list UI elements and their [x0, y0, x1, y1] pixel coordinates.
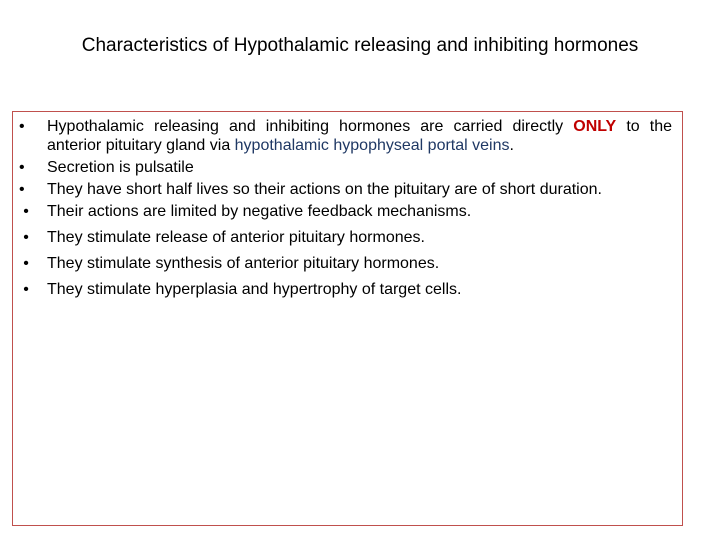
portal-veins-term: hypothalamic hypophyseal portal veins: [234, 137, 510, 154]
bullet-text: They stimulate synthesis of anterior pituitary hormones.: [47, 255, 440, 272]
bullet-text-end: .: [509, 137, 514, 154]
bullet-text: Secretion is pulsatile: [47, 159, 194, 176]
bullet-text-start: Hypothalamic releasing and inhibiting hormones are carried directly: [47, 118, 574, 135]
slide-title: Characteristics of Hypothalamic releasing and inhibiting hormones: [81, 35, 639, 56]
bullet-icon: •: [23, 281, 29, 298]
bullet-item-half-life: [13, 180, 682, 199]
bullet-text: Their actions are limited by negative feedback mechanisms.: [47, 203, 472, 220]
bullet-text: They stimulate release of anterior pituitary hormones.: [47, 229, 425, 246]
bullet-item-pulsatile: [13, 158, 682, 177]
bullet-icon: •: [23, 203, 29, 220]
bullet-icon: •: [23, 255, 29, 272]
bullet-item-negative-feedback: [13, 202, 682, 221]
bullet-text: They stimulate hyperplasia and hypertrophy of target cells.: [47, 281, 462, 298]
bullet-icon: •: [19, 118, 25, 135]
bullet-icon: •: [19, 159, 25, 176]
bullet-item-release: [13, 228, 682, 247]
emphasis-only: ONLY: [573, 118, 617, 135]
bullet-item-hyperplasia: [13, 280, 682, 299]
bullet-text: They have short half lives so their actions on the pituitary are of short duration.: [47, 181, 602, 198]
content-box: [12, 111, 683, 526]
bullet-icon: •: [19, 181, 25, 198]
bullet-list: [13, 117, 682, 306]
bullet-icon: •: [23, 229, 29, 246]
bullet-item-portal-transport: [13, 117, 682, 155]
bullet-text-middle: to the anterior pituitary gland via: [47, 118, 672, 154]
bullet-item-synthesis: [13, 254, 682, 273]
